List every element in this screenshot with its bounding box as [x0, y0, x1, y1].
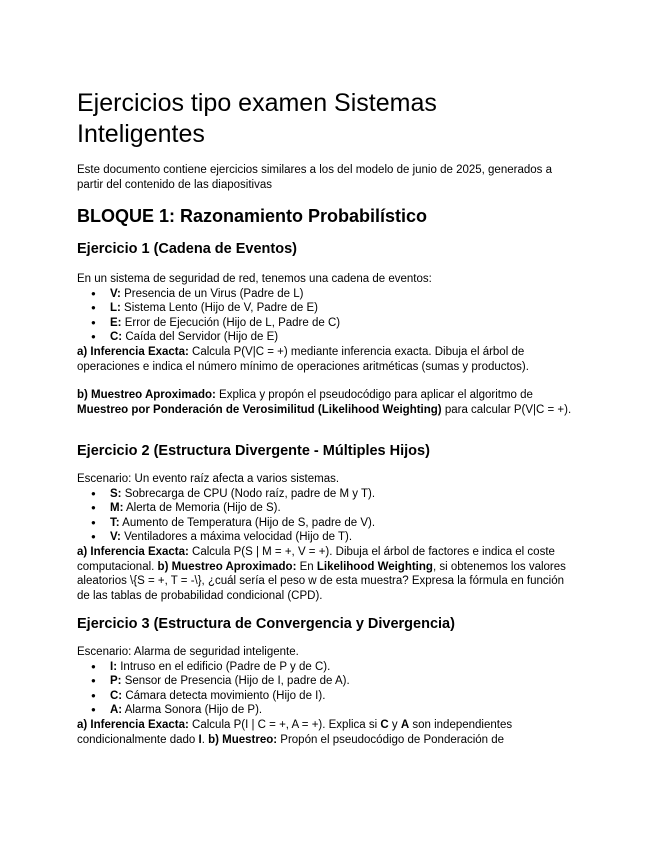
exercise-3-parts: a) Inferencia Exacta: Calcula P(I | C = +, A = +). Explica si C y A son independientes condicionalmente dado I. b) Muestreo: Propón el pseudocódigo de Ponderación de — [77, 718, 513, 746]
list-item: ● A: Alarma Sonora (Hijo de P). — [110, 703, 579, 718]
list-item: ● C: Caída del Servidor (Hijo de E) — [110, 330, 579, 345]
exercise-1-part-b: b) Muestreo Aproximado: Explica y propón el pseudocódigo para aplicar el algoritmo de Muestreo por Ponderación de Verosimilitud (Likelihood Weighting) para calcular P(V|C = +). — [77, 389, 572, 416]
list-item: ● M: Alerta de Memoria (Hijo de S). — [110, 501, 579, 516]
exercise-1-lead: En un sistema de seguridad de red, tenemos una cadena de eventos: — [77, 273, 432, 285]
exercise-2-body — [77, 472, 579, 603]
list-item: ● E: Error de Ejecución (Hijo de L, Padre de C) — [110, 316, 579, 331]
block-heading: BLOQUE 1: Razonamiento Probabilístico — [77, 206, 428, 226]
list-item: ● I: Intruso en el edificio (Padre de P y de C). — [110, 660, 579, 675]
list-item: ● T: Aumento de Temperatura (Hijo de S, padre de V). — [110, 516, 579, 531]
exercise-2-variable-list — [77, 487, 579, 545]
list-item: ● L: Sistema Lento (Hijo de V, Padre de E) — [110, 301, 579, 316]
list-item: ● V: Ventiladores a máxima velocidad (Hijo de T). — [110, 530, 579, 545]
exercise-2-parts: a) Inferencia Exacta: Calcula P(S | M = +, V = +). Dibuja el árbol de factores e indica el coste computacional. b) Muestreo Aproximado: En Likelihood Weighting, si obtenemos los valores aleatorios \{S = +, T = -\}, ¿cuál sería el peso w de esta muestra? Expresa la fórmula en función de las tablas de probabilidad condicional (CPD). — [77, 545, 566, 602]
list-item: ● S: Sobrecarga de CPU (Nodo raíz, padre de M y T). — [110, 487, 579, 502]
intro-paragraph: Este documento contiene ejercicios similares a los del modelo de junio de 2025, generados a partir del contenido de las diapositivas — [77, 164, 552, 191]
exercise-3-lead: Escenario: Alarma de seguridad inteligente. — [77, 646, 299, 658]
page-title: Ejercicios tipo examen Sistemas Inteligentes — [77, 89, 437, 148]
exercise-3-body — [77, 645, 579, 747]
list-item: ● C: Cámara detecta movimiento (Hijo de I). — [110, 689, 579, 704]
exercise-1-part-a: a) Inferencia Exacta: Calcula P(V|C = +) mediante inferencia exacta. Dibuja el árbol de operaciones e indica el número mínimo de operaciones aritméticas (sumas y productos). — [77, 345, 529, 373]
exercise-1-heading: Ejercicio 1 (Cadena de Eventos) — [77, 241, 297, 257]
exercise-2-heading: Ejercicio 2 (Estructura Divergente - Múltiples Hijos) — [77, 443, 430, 459]
list-item: ● V: Presencia de un Virus (Padre de L) — [110, 287, 579, 302]
exercise-3-variable-list — [77, 660, 579, 718]
exercise-3-heading: Ejercicio 3 (Estructura de Convergencia y Divergencia) — [77, 616, 455, 632]
exercise-1-variable-list — [77, 287, 579, 345]
exercise-1-body — [77, 272, 579, 417]
exercise-2-lead: Escenario: Un evento raíz afecta a varios sistemas. — [77, 473, 340, 485]
list-item: ● P: Sensor de Presencia (Hijo de I, padre de A). — [110, 674, 579, 689]
